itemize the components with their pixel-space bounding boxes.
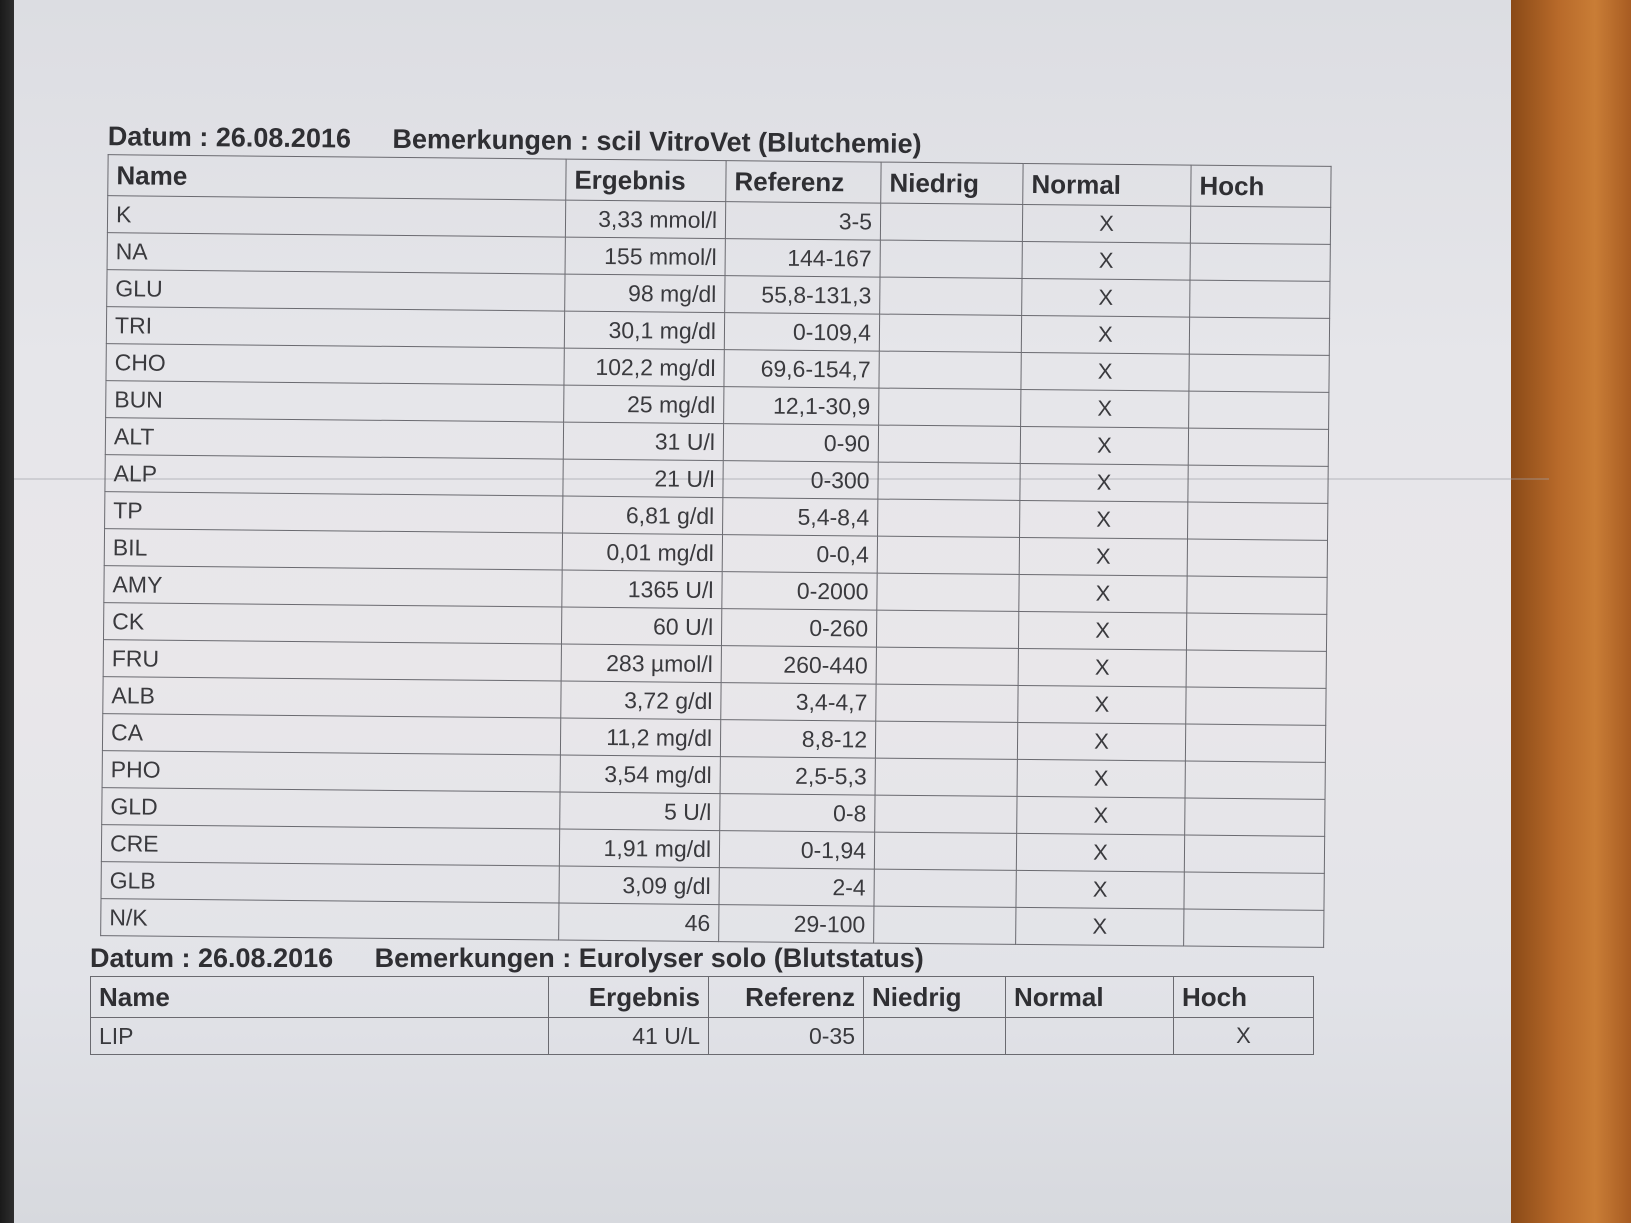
cell-normal: X [1016,833,1184,872]
cell-name: ALB [103,677,561,718]
cell-low [875,721,1017,759]
cell-low [876,610,1018,648]
cell-name: CA [102,714,560,755]
cell-reference: 0-8 [720,794,875,832]
cell-reference: 0-35 [709,1018,864,1055]
cell-name: ALP [105,455,563,496]
cell-low [875,795,1017,833]
cell-name: N/K [101,899,559,940]
cell-reference: 29-100 [719,905,874,943]
cell-name: BIL [104,529,562,570]
cell-result: 155 mmol/l [565,237,725,276]
cell-normal: X [1021,352,1189,391]
cell-name: ALT [105,418,563,459]
header-result: Ergebnis [566,159,726,202]
cell-low [880,277,1022,315]
cell-high [1185,798,1325,836]
cell-reference: 2-4 [719,868,874,906]
header-name: Name [91,977,549,1018]
cell-name: TRI [106,307,564,348]
cell-normal: X [1017,796,1185,835]
cell-name: K [107,196,565,237]
cell-name: CRE [101,825,559,866]
cell-high: X [1174,1018,1314,1055]
cell-reference: 3-5 [725,202,880,240]
header-result: Ergebnis [549,977,709,1018]
header-low: Niedrig [864,977,1006,1018]
cell-low [874,832,1016,870]
cell-result: 283 µmol/l [561,644,721,683]
cell-high [1188,502,1328,540]
cell-reference: 0-260 [721,609,876,647]
cell-reference: 144-167 [725,239,880,277]
cell-name: LIP [91,1018,549,1055]
results-table [90,976,1314,1055]
cell-result: 31 U/l [563,422,723,461]
cell-normal: X [1017,759,1185,798]
cell-name: PHO [102,751,560,792]
cell-reference: 0-300 [723,461,878,499]
cell-result: 60 U/l [561,607,721,646]
cell-reference: 3,4-4,7 [721,683,876,721]
cell-reference: 0-109,4 [724,313,879,351]
cell-low [874,869,1016,907]
cell-name: AMY [104,566,562,607]
cell-result: 41 U/L [549,1018,709,1055]
cell-result: 98 mg/dl [565,274,725,313]
table-header-row [91,977,1314,1018]
cell-normal: X [1018,648,1186,687]
cell-reference: 0-2000 [722,572,877,610]
cell-high [1189,317,1329,355]
cell-high [1190,243,1330,281]
cell-result: 3,72 g/dl [561,681,721,720]
cell-high [1185,761,1325,799]
results-table [100,154,1331,948]
cell-name: NA [107,233,565,274]
cell-high [1187,576,1327,614]
cell-name: TP [105,492,563,533]
header-normal: Normal [1006,977,1174,1018]
cell-name: BUN [106,381,564,422]
cell-normal: X [1022,278,1190,317]
report-remark: Bemerkungen : Eurolyser solo (Blutstatus) [374,943,924,973]
cell-normal: X [1020,463,1188,502]
cell-reference: 12,1-30,9 [724,387,879,425]
header-reference: Referenz [726,161,881,203]
cell-high [1186,650,1326,688]
cell-high [1186,613,1326,651]
cell-low [878,499,1020,537]
cell-normal: X [1022,204,1190,243]
cell-high [1189,391,1329,429]
cell-low [879,388,1021,426]
cell-normal: X [1020,500,1188,539]
cell-high [1189,354,1329,392]
cell-normal: X [1021,389,1189,428]
cell-reference: 260-440 [721,646,876,684]
cell-high [1186,687,1326,725]
cell-low [879,314,1021,352]
header-high: Hoch [1174,977,1314,1018]
cell-high [1184,909,1324,947]
cell-normal: X [1021,315,1189,354]
cell-name: GLU [107,270,565,311]
section-blood-chemistry [100,118,1388,948]
cell-result: 1,91 mg/dl [559,829,719,868]
cell-normal: X [1016,870,1184,909]
cell-name: GLD [102,788,560,829]
report-date: Datum : 26.08.2016 [107,121,352,154]
cell-low [877,573,1019,611]
cell-low [878,425,1020,463]
cell-high [1184,872,1324,910]
cell-normal: X [1018,611,1186,650]
cell-result: 25 mg/dl [564,385,724,424]
header-high: Hoch [1191,165,1331,207]
cell-reference: 5,4-8,4 [723,498,878,536]
cell-low [879,351,1021,389]
cell-name: CHO [106,344,564,385]
cell-result: 6,81 g/dl [563,496,723,535]
cell-normal: X [1019,574,1187,613]
cell-low [875,758,1017,796]
cell-high [1190,280,1330,318]
cell-normal: X [1020,426,1188,465]
cell-name: CK [103,603,561,644]
header-reference: Referenz [709,977,864,1018]
cell-reference: 0-90 [723,424,878,462]
cell-normal: X [1022,241,1190,280]
cell-high [1187,539,1327,577]
table-row [91,1018,1314,1055]
cell-high [1185,724,1325,762]
cell-low [874,906,1016,944]
header-name: Name [108,155,566,200]
cell-result: 0,01 mg/dl [562,533,722,572]
cell-high [1188,428,1328,466]
cell-normal: X [1019,537,1187,576]
cell-low [877,536,1019,574]
cell-name: FRU [103,640,561,681]
cell-result: 21 U/l [563,459,723,498]
cell-low [878,462,1020,500]
cell-result: 30,1 mg/dl [564,311,724,350]
cell-result: 11,2 mg/dl [560,718,720,757]
cell-low [864,1018,1006,1055]
cell-low [876,647,1018,685]
cell-high [1190,206,1330,244]
cell-reference: 8,8-12 [720,720,875,758]
header-normal: Normal [1023,163,1191,206]
cell-reference: 0-1,94 [719,831,874,869]
cell-low [880,203,1022,241]
cell-normal [1006,1018,1174,1055]
lab-report [90,118,1370,1055]
section-blood-status [90,940,1370,1055]
cell-low [876,684,1018,722]
cell-result: 46 [559,903,719,942]
cell-high [1184,835,1324,873]
cell-name: GLB [101,862,559,903]
cell-reference: 0-0,4 [722,535,877,573]
cell-result: 5 U/l [560,792,720,831]
header-low: Niedrig [881,162,1023,204]
cell-low [880,240,1022,278]
cell-result: 3,54 mg/dl [560,755,720,794]
cell-result: 3,33 mmol/l [565,200,725,239]
cell-reference: 2,5-5,3 [720,757,875,795]
cell-normal: X [1016,907,1184,946]
cell-reference: 55,8-131,3 [725,276,880,314]
cell-result: 102,2 mg/dl [564,348,724,387]
cell-high [1188,465,1328,503]
cell-normal: X [1018,685,1186,724]
cell-reference: 69,6-154,7 [724,350,879,388]
cell-normal: X [1017,722,1185,761]
wooden-table [1511,0,1631,1223]
cell-result: 1365 U/l [562,570,722,609]
report-remark: Bemerkungen : scil VitroVet (Blutchemie) [392,123,922,159]
cell-result: 3,09 g/dl [559,866,719,905]
report-date: Datum : 26.08.2016 [90,943,334,973]
